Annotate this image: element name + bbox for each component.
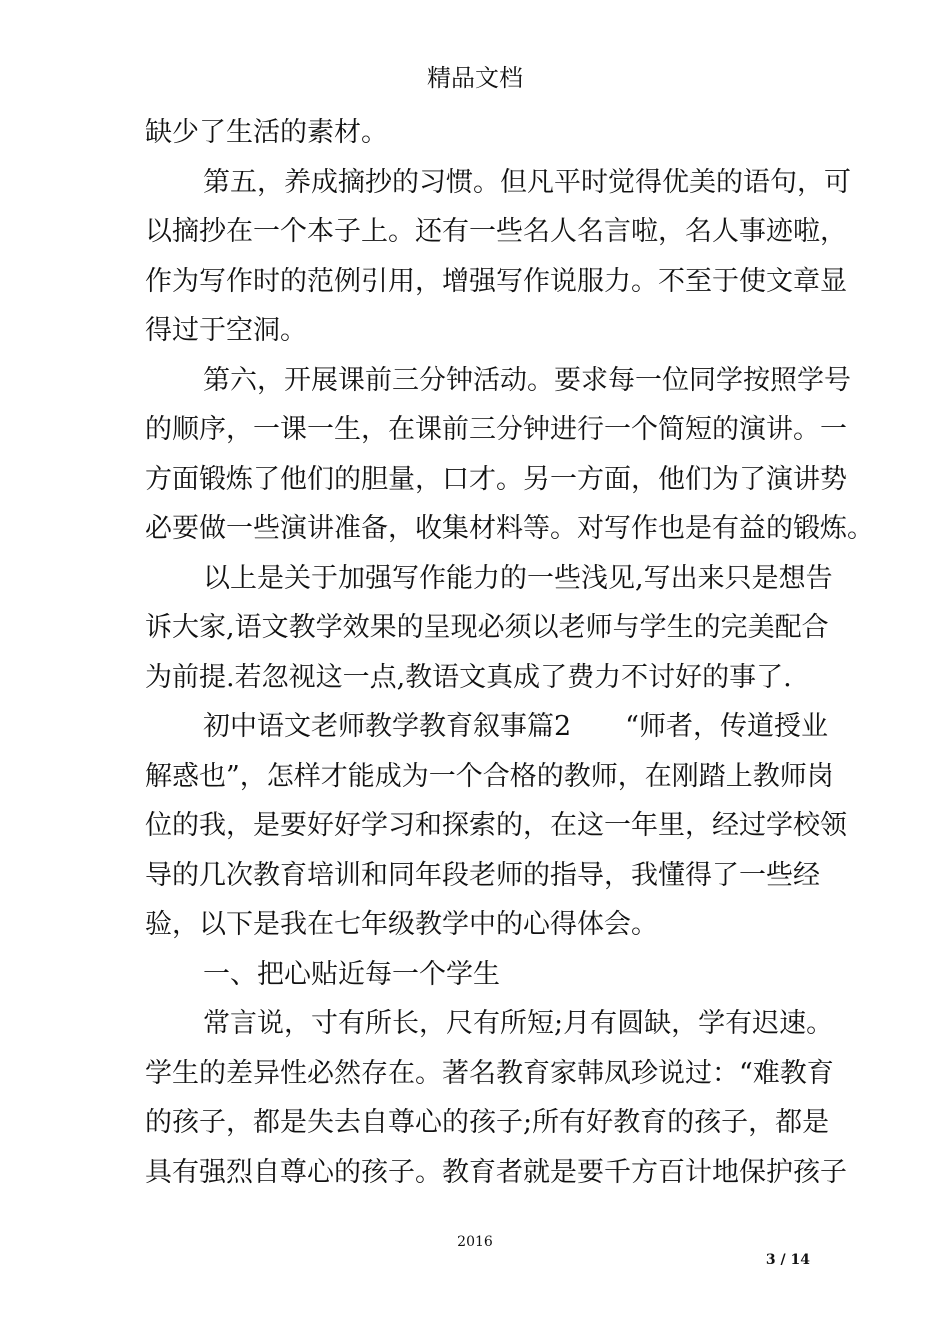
footer-year: 2016 <box>457 1234 493 1250</box>
text-line: 的孩子，都是失去自尊心的孩子;所有好教育的孩子，都是 <box>145 1107 830 1138</box>
text-line: 诉大家,语文教学效果的呈现必须以老师与学生的完美配合 <box>145 612 829 643</box>
text-line: 缺少了生活的素材。 <box>145 117 388 148</box>
text-line: 常言说，寸有所长，尺有所短;月有圆缺，学有迟速。 <box>203 1008 834 1039</box>
page-header-title: 精品文档 <box>427 64 523 92</box>
section-heading: 一、把心贴近每一个学生 <box>203 958 500 990</box>
text-line: 方面锻炼了他们的胆量，口才。另一方面，他们为了演讲势 <box>145 463 847 495</box>
text-line: 以摘抄在一个本子上。还有一些名人名言啦，名人事迹啦， <box>145 216 847 247</box>
text-line: 第五，养成摘抄的习惯。但凡平时觉得优美的语句，可 <box>203 166 851 198</box>
text-line: 导的几次教育培训和同年段老师的指导，我懂得了一些经 <box>145 859 820 891</box>
text-line: 具有强烈自尊心的孩子。教育者就是要千方百计地保护孩子 <box>145 1156 847 1188</box>
text-line: 得过于空洞。 <box>145 315 307 346</box>
text-line: 以上是关于加强写作能力的一些浅见,写出来只是想告 <box>203 562 833 594</box>
text-line: 解惑也”，怎样才能成为一个合格的教师，在刚踏上教师岗 <box>145 760 834 792</box>
text-line: 学生的差异性必然存在。著名教育家韩凤珍说过：“难教育 <box>145 1057 834 1089</box>
text-line: 初中语文老师教学教育叙事篇2 “师者，传道授业 <box>203 711 828 742</box>
text-line: 第六，开展课前三分钟活动。要求每一位同学按照学号 <box>203 364 851 396</box>
page-number: 3 / 14 <box>765 1252 810 1268</box>
document-body <box>145 108 874 1197</box>
text-line: 的顺序，一课一生，在课前三分钟进行一个简短的演讲。一 <box>145 414 847 445</box>
text-line: 位的我，是要好好学习和探索的，在这一年里，经过学校领 <box>145 810 847 841</box>
text-line: 必要做一些演讲准备，收集材料等。对写作也是有益的锻炼。 <box>145 513 874 544</box>
text-line: 验，以下是我在七年级教学中的心得体会。 <box>145 909 658 940</box>
text-line: 为前提.若忽视这一点,教语文真成了费力不讨好的事了. <box>145 661 792 693</box>
text-line: 作为写作时的范例引用，增强写作说服力。不至于使文章显 <box>145 265 847 297</box>
